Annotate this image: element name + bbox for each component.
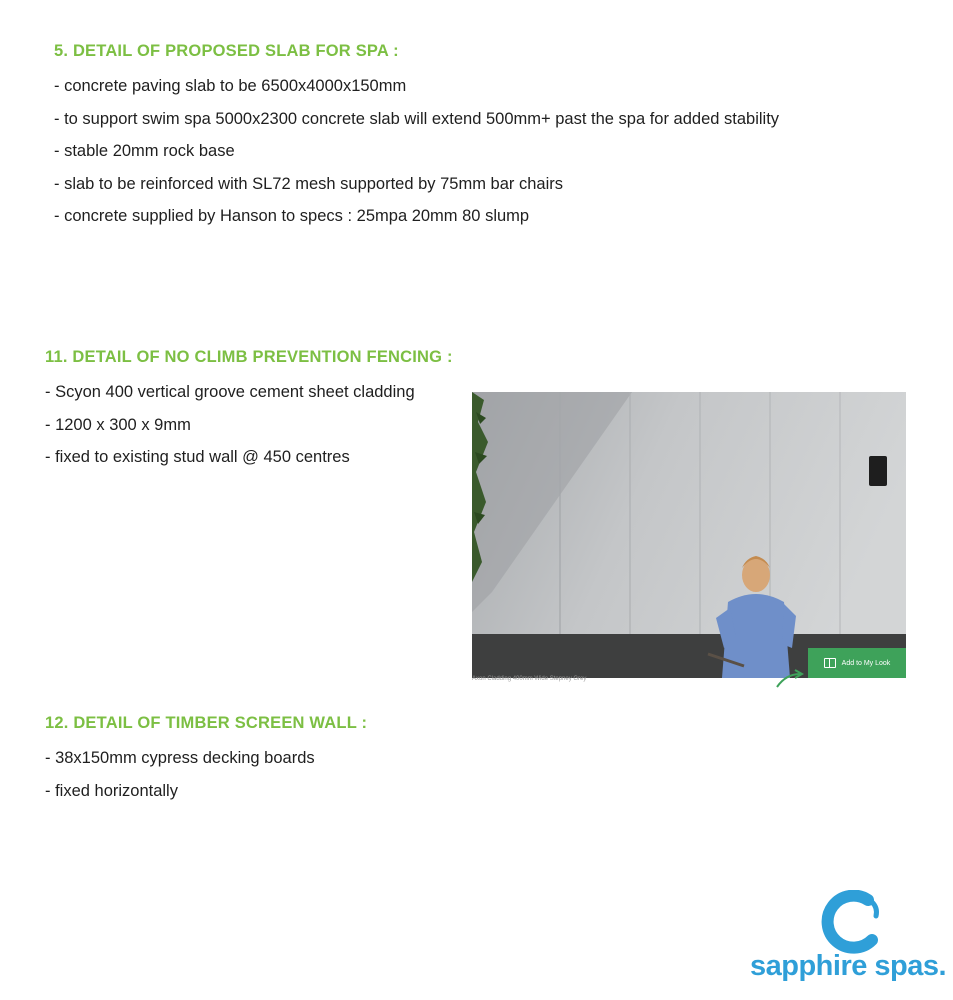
section-slab	[54, 42, 779, 233]
list-item: - to support swim spa 5000x2300 concrete slab will extend 500mm+ past the spa for added stability	[54, 109, 780, 128]
list-item: - fixed to existing stud wall @ 450 centres	[45, 448, 350, 466]
section-heading: 11. DETAIL OF NO CLIMB PREVENTION FENCING :	[45, 348, 453, 366]
logo-text: sapphire spas.	[750, 950, 947, 982]
curved-arrow-icon	[774, 668, 806, 690]
section-heading: 12. DETAIL OF TIMBER SCREEN WALL :	[45, 714, 368, 732]
cladding-photo	[472, 392, 906, 678]
section-fencing	[45, 348, 453, 474]
list-item: - 1200 x 300 x 9mm	[45, 415, 191, 434]
add-to-my-look-label: Add to My Look	[841, 659, 891, 667]
add-to-my-look-button[interactable]	[808, 648, 906, 678]
photo-caption: Axon Cladding 400mm Wide Stepney Grey	[472, 676, 587, 682]
list-item: - fixed horizontally	[45, 781, 178, 800]
sapphire-spas-logo	[750, 890, 950, 995]
list-item: - concrete supplied by Hanson to specs : 25mpa 20mm 80 slump	[54, 207, 530, 225]
wave-logo-icon	[810, 890, 890, 954]
list-item: - slab to be reinforced with SL72 mesh supported by 75mm bar chairs	[54, 174, 564, 193]
section-timber	[45, 714, 367, 807]
list-item: - concrete paving slab to be 6500x4000x150mm	[54, 77, 407, 95]
cladding-photo-image	[472, 392, 906, 678]
section-heading: 5. DETAIL OF PROPOSED SLAB FOR SPA :	[54, 42, 399, 60]
list-item: - stable 20mm rock base	[54, 142, 235, 160]
book-icon	[824, 658, 836, 668]
list-item: - Scyon 400 vertical groove cement sheet cladding	[45, 383, 415, 401]
list-item: - 38x150mm cypress decking boards	[45, 749, 315, 767]
